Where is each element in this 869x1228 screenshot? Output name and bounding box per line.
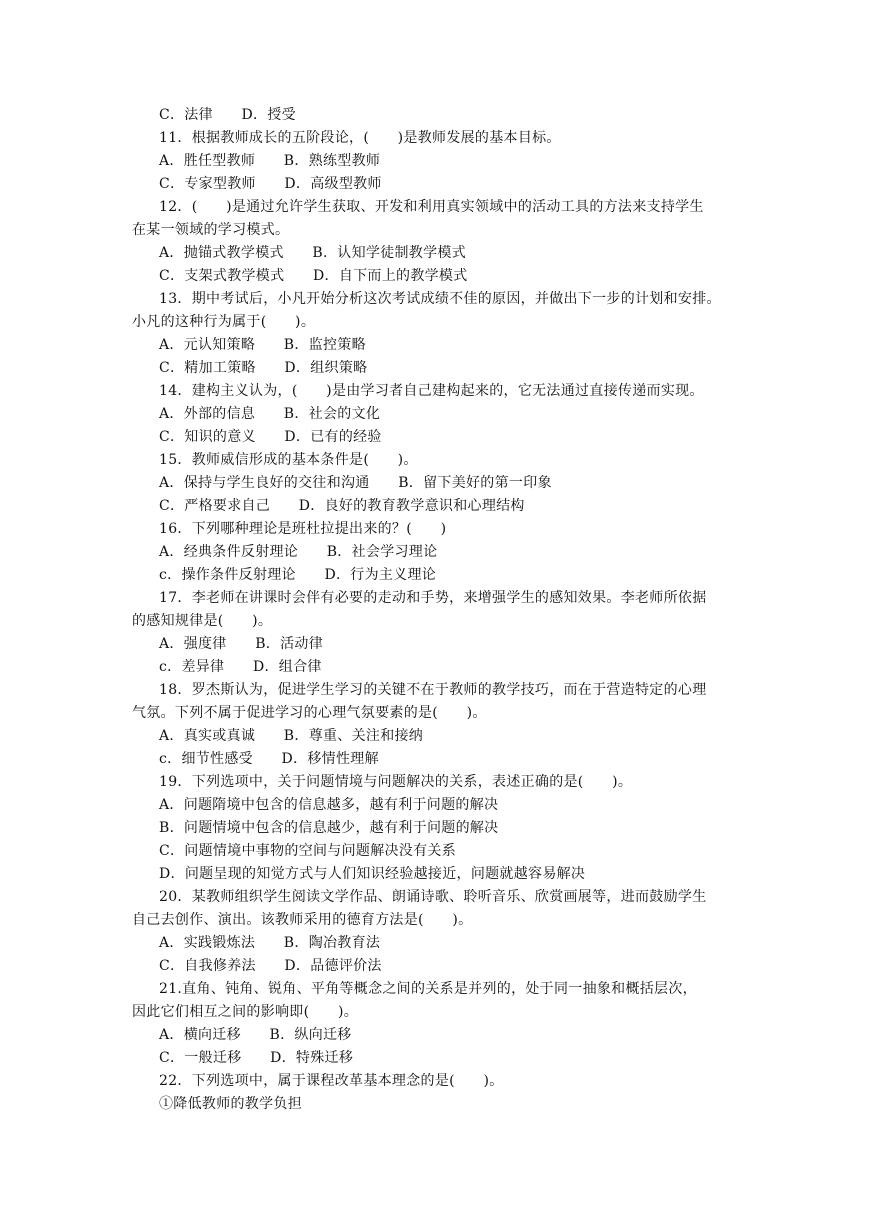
answer-options-line: A．强度律 B．活动律 <box>159 636 323 652</box>
answer-options-line: c．差异律 D．组合律 <box>159 659 322 675</box>
answer-options-line: C．支架式教学模式 D．自下而上的教学模式 <box>159 268 468 284</box>
question-stem: 11．根据教师成长的五阶段论，( )是教师发展的基本目标。 <box>159 130 561 146</box>
answer-options-line: A．真实或真诚 B．尊重、关注和接纳 <box>159 728 424 744</box>
question-stem: 20．某教师组织学生阅读文学作品、朗诵诗歌、聆听音乐、欣赏画展等，进而鼓励学生 <box>159 889 707 905</box>
answer-options-line: B．问题情境中包含的信息越少，越有利于问题的解决 <box>159 820 499 836</box>
answer-options-line: D．问题呈现的知觉方式与人们知识经验越接近，问题就越容易解决 <box>159 866 586 882</box>
answer-options-line: A．抛锚式教学模式 B．认知学徒制教学模式 <box>159 245 466 261</box>
question-stem: 16．下列哪种理论是班杜拉提出来的？( ) <box>159 521 447 537</box>
answer-options-line: C．自我修养法 D．品德评价法 <box>159 958 382 974</box>
question-stem: 18．罗杰斯认为，促进学生学习的关键不在于教师的教学技巧，而在于营造特定的心理 <box>159 682 707 698</box>
question-stem-continuation: 自己去创作、演出。该教师采用的德育方法是( )。 <box>132 912 473 928</box>
question-stem-continuation: 的感知规律是( )。 <box>132 613 273 629</box>
question-stem: 21.直角、钝角、锐角、平角等概念之间的关系是并列的，处于同一抽象和概括层次， <box>159 981 697 997</box>
answer-options-line: A．经典条件反射理论 B．社会学习理论 <box>159 544 438 560</box>
question-stem-continuation: 因此它们相互之间的影响即( )。 <box>132 1004 359 1020</box>
question-stem: 22．下列选项中，属于课程改革基本理念的是( )。 <box>159 1073 504 1089</box>
answer-options-line: c．操作条件反射理论 D．行为主义理论 <box>159 567 437 583</box>
answer-options-line: C．专家型教师 D．高级型教师 <box>159 176 382 192</box>
answer-options-line: C．一般迁移 D．特殊迁移 <box>159 1050 354 1066</box>
answer-options-line: A．元认知策略 B．监控策略 <box>159 337 366 353</box>
answer-options-line: A．胜任型教师 B．熟练型教师 <box>159 153 381 169</box>
question-stem: 12．( )是通过允许学生获取、开发和利用真实领域中的活动工具的方法来支持学生 <box>159 199 704 215</box>
answer-options-line: C．精加工策略 D．组织策略 <box>159 360 368 376</box>
answer-options-line: C．问题情境中事物的空间与问题解决没有关系 <box>159 843 457 859</box>
question-stem: 14．建构主义认为，( )是由学习者自己建构起来的，它无法通过直接传递而实现。 <box>159 383 704 399</box>
answer-options-line: C．法律 D．授受 <box>159 107 296 123</box>
answer-options-line: c．细节性感受 D．移情性理解 <box>159 751 379 767</box>
document-body <box>132 104 742 1116</box>
question-stem-continuation: 在某一领域的学习模式。 <box>132 222 290 238</box>
answer-options-line: ①降低教师的教学负担 <box>159 1096 302 1112</box>
question-stem: 17．李老师在讲课时会伴有必要的走动和手势，来增强学生的感知效果。李老师所依据 <box>159 590 707 606</box>
answer-options-line: A．问题隋境中包含的信息越多，越有利于问题的解决 <box>159 797 499 813</box>
question-stem: 15．教师威信形成的基本条件是( )。 <box>159 452 418 468</box>
answer-options-line: C．知识的意义 D．已有的经验 <box>159 429 382 445</box>
question-stem: 19．下列选项中，关于问题情境与问题解决的关系，表述正确的是( )。 <box>159 774 633 790</box>
answer-options-line: A．实践锻炼法 B．陶冶教育法 <box>159 935 381 951</box>
answer-options-line: A．横向迁移 B．纵向迁移 <box>159 1027 352 1043</box>
question-stem: 13．期中考试后，小凡开始分析这次考试成绩不佳的原因，并做出下一步的计划和安排。 <box>159 291 721 307</box>
question-stem-continuation: 小凡的这种行为属于( )。 <box>132 314 316 330</box>
question-stem-continuation: 气氛。下列不属于促进学习的心理气氛要素的是( )。 <box>132 705 487 721</box>
answer-options-line: A．外部的信息 B．社会的文化 <box>159 406 381 422</box>
answer-options-line: C．严格要求自己 D．良好的教育教学意识和心理结构 <box>159 498 525 514</box>
answer-options-line: A．保持与学生良好的交往和沟通 B．留下美好的第一印象 <box>159 475 552 491</box>
